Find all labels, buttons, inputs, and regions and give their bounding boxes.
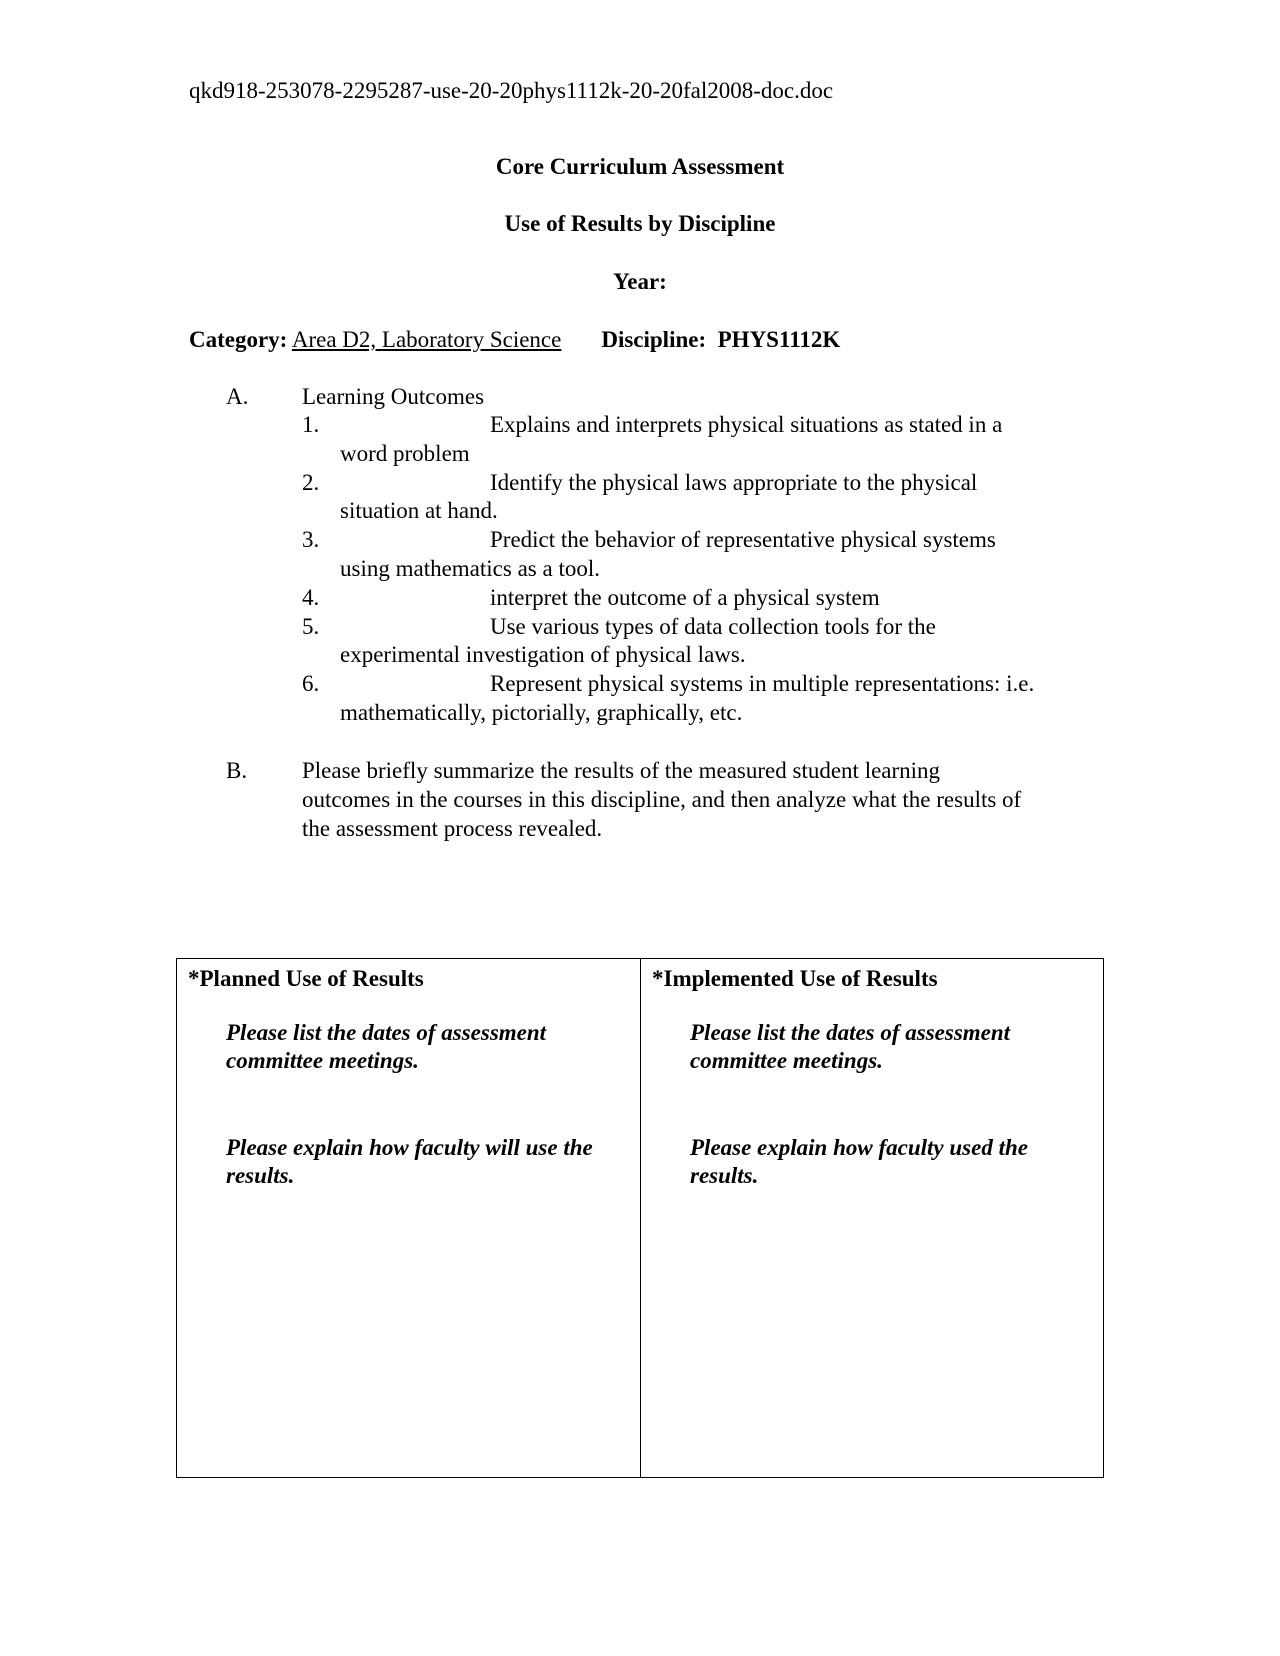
planned-use-prompt: Please explain how faculty will use the results. [226,1135,593,1188]
implemented-use-heading: *Implemented Use of Results [652,966,938,991]
outcome-text: interpret the outcome of a physical system [490,585,880,610]
category-row [189,326,840,354]
planned-use-cell [177,959,640,1477]
outcome-text-continued: situation at hand. [340,498,498,523]
section-a-heading: Learning Outcomes [302,384,485,409]
discipline-label: Discipline: [601,327,707,352]
section-a-letter: A. [226,384,249,409]
outcome-text-continued: word problem [340,441,470,466]
outcome-number: 6. [302,671,320,696]
section-b-text-line: the assessment process revealed. [302,816,603,841]
year-label: Year: [613,269,667,294]
outcome-number: 2. [302,470,320,495]
section-b-text-line: Please briefly summarize the results of the measured student learning [302,758,941,783]
use-of-results-table [176,958,1104,1478]
outcome-text: Use various types of data collection tools for the [490,614,936,639]
planned-dates-prompt: Please list the dates of assessment committee meetings. [226,1020,547,1073]
implemented-dates-prompt: Please list the dates of assessment committee meetings. [690,1020,1011,1073]
outcome-number: 1. [302,412,320,437]
page-subtitle: Use of Results by Discipline [504,211,776,236]
outcome-text: Predict the behavior of representative physical systems [490,527,996,552]
outcome-text: Explains and interprets physical situations as stated in a [490,412,1003,437]
planned-use-heading: *Planned Use of Results [188,966,424,991]
category-value: Area D2, Laboratory Science [291,327,562,352]
outcome-text-continued: mathematically, pictorially, graphically, etc. [340,700,743,725]
outcome-text-continued: experimental investigation of physical laws. [340,642,746,667]
outcome-text: Identify the physical laws appropriate to the physical [490,470,978,495]
document-filename: qkd918-253078-2295287-use-20-20phys1112k-20-20fal2008-doc.doc [189,78,834,103]
outcome-text: Represent physical systems in multiple representations: i.e. [490,671,1035,696]
section-b-letter: B. [226,758,248,783]
implemented-use-cell [640,959,1103,1477]
outcome-number: 3. [302,527,320,552]
page-title: Core Curriculum Assessment [495,154,785,179]
discipline-value: PHYS1112K [717,327,841,352]
category-label: Category: [189,327,288,352]
section-b-text-line: outcomes in the courses in this discipline, and then analyze what the results of [302,787,1022,812]
implemented-use-prompt: Please explain how faculty used the results. [690,1135,1028,1188]
outcome-number: 4. [302,585,320,610]
outcome-number: 5. [302,614,320,639]
outcome-text-continued: using mathematics as a tool. [340,556,600,581]
